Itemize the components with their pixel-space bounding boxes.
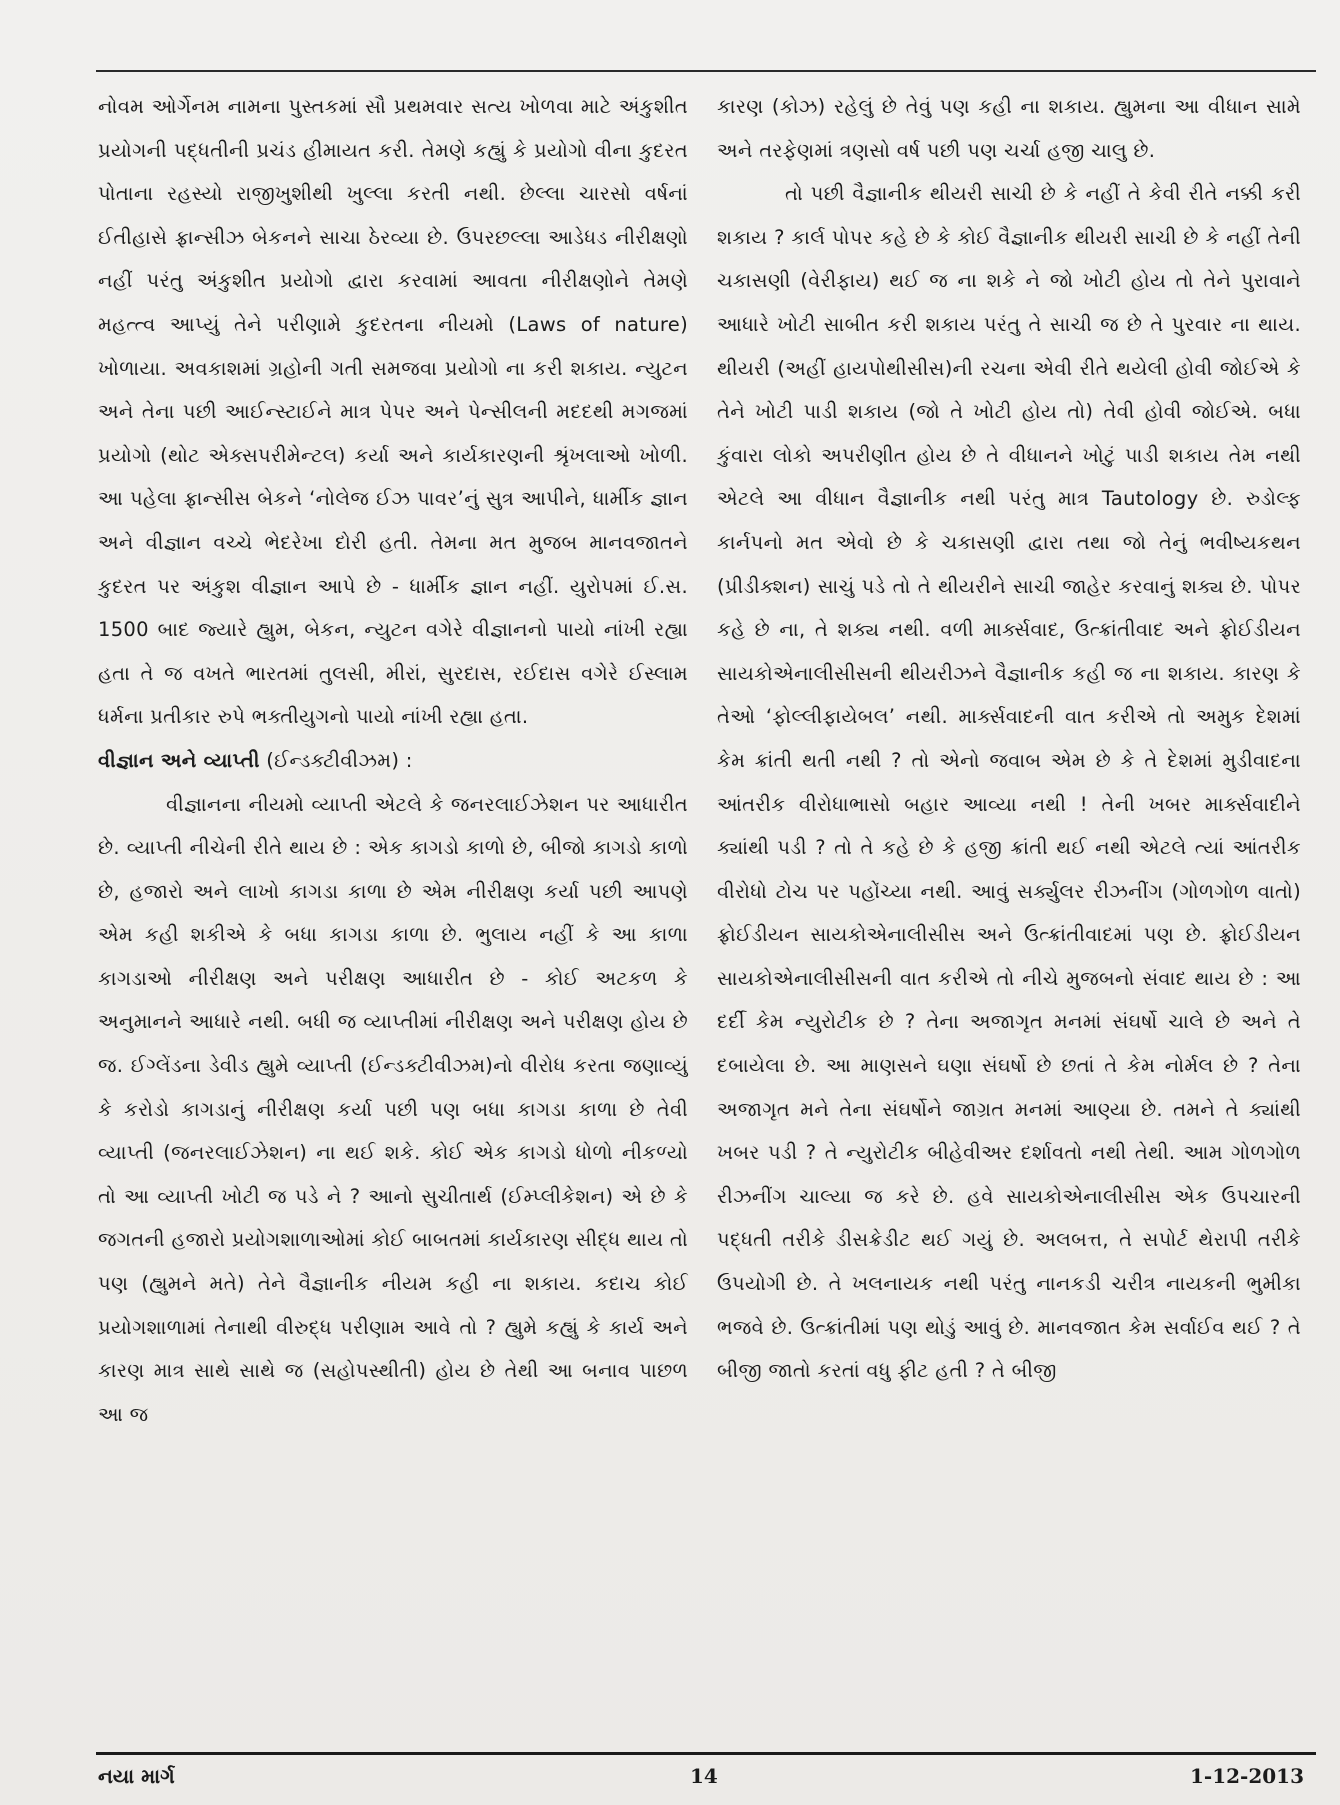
section-heading-bold: વીજ્ઞાન અને વ્યાપ્તી xyxy=(98,748,260,772)
left-column xyxy=(98,85,688,1436)
page-number: 14 xyxy=(690,1764,718,1788)
publication-name: નયા માર્ગ xyxy=(98,1764,175,1788)
footer-rule xyxy=(96,1752,1316,1755)
issue-date: 1-12-2013 xyxy=(1189,1764,1304,1788)
left-paragraph-1: નોવમ ઓર્ગેનમ નામના પુસ્તકમાં સૌ પ્રથમવાર સત્ય ખોળવા માટે અંકુશીત પ્રયોગની પદ્ધતીની પ્રચંડ હીમાયત કરી. તેમણે કહ્યું કે પ્રયોગો વીના કુદરત પોતાના રહસ્યો રાજીખુશીથી ખુલ્લા કરતી નથી. છેલ્લા ચારસો વર્ષનાં ઈતીહાસે ફ્રાન્સીઝ બેકનને સાચા ઠેરવ્યા છે. ઉપરછલ્લા આડેધડ નીરીક્ષણો નહીં પરંતુ અંકુશીત પ્રયોગો દ્વારા કરવામાં આવતા નીરીક્ષણોને તેમણે મહત્ત્વ આપ્યું તેને પરીણામે કુદરતના નીયમો (Laws of nature) ખોળાયા. અવકાશમાં ગ્રહોની ગતી સમજવા પ્રયોગો ના કરી શકાય. ન્યુટન અને તેના પછી આઈન્સ્ટાઈને માત્ર પેપર અને પેન્સીલની મદદથી મગજમાં પ્રયોગો (થોટ એક્સપરીમેન્ટલ) કર્યા અને કાર્યકારણની શ્રૃંખલાઓ ખોળી. આ પહેલા ફ્રાન્સીસ બેકને ‘નોલેજ ઈઝ પાવર’નું સુત્ર આપીને, ધાર્મીક જ્ઞાન અને વીજ્ઞાન વચ્ચે ભેદરેખા દોરી હતી. તેમના મત મુજબ માનવજાતને કુદરત પર અંકુશ વીજ્ઞાન આપે છે - ધાર્મીક જ્ઞાન નહીં. યુરોપમાં ઈ.સ. 1500 બાદ જ્યારે હ્યુમ, બેકન, ન્યુટન વગેરે વીજ્ઞાનનો પાયો નાંખી રહ્યા હતા તે જ વખતે ભારતમાં તુલસી, મીરાં, સુરદાસ, રઈદાસ વગેરે ઈસ્લામ ધર્મના પ્રતીકાર રુપે ભક્તીયુગનો પાયો નાંખી રહ્યા હતા. xyxy=(98,95,688,729)
section-heading-rest: (ઈન્ડક્ટીવીઝમ) : xyxy=(259,748,413,772)
right-column xyxy=(717,85,1301,1393)
section-heading xyxy=(98,739,688,783)
right-paragraph-1: કારણ (કોઝ) રહેલું છે તેવું પણ કહી ના શકાય. હ્યુમના આ વીધાન સામે અને તરફેણમાં ત્રણસો વર્ષ પછી પણ ચર્ચા હજી ચાલુ છે. xyxy=(717,95,1301,162)
top-rule xyxy=(96,70,1316,72)
left-paragraph-2: વીજ્ઞાનના નીયમો વ્યાપ્તી એટલે કે જનરલાઈઝેશન પર આધારીત છે. વ્યાપ્તી નીચેની રીતે થાય છે : એક કાગડો કાળો છે, બીજો કાગડો કાળો છે, હજારો અને લાખો કાગડા કાળા છે એમ નીરીક્ષણ કર્યા પછી આપણે એમ કહી શકીએ કે બધા કાગડા કાળા છે. ભુલાય નહીં કે આ કાળા કાગડાઓ નીરીક્ષણ અને પરીક્ષણ આધારીત છે - કોઈ અટકળ કે અનુમાનને આધારે નથી. બધી જ વ્યાપ્તીમાં નીરીક્ષણ અને પરીક્ષણ હોય છે જ. ઈગ્લેંડના ડેવીડ હ્યુમે વ્યાપ્તી (ઈન્ડક્ટીવીઝમ)નો વીરોધ કરતા જણાવ્યું કે કરોડો કાગડાનું નીરીક્ષણ કર્યા પછી પણ બધા કાગડા કાળા છે તેવી વ્યાપ્તી (જનરલાઈઝેશન) ના થઈ શકે. કોઈ એક કાગડો ધોળો નીકળ્યો તો આ વ્યાપ્તી ખોટી જ પડે ને ? આનો સુચીતાર્થ (ઈમ્પ્લીકેશન) એ છે કે જગતની હજારો પ્રયોગશાળાઓમાં કોઈ બાબતમાં કાર્યકારણ સીદ્ધ થાય તો પણ (હ્યુમને મતે) તેને વૈજ્ઞાનીક નીયમ કહી ના શકાય. કદાચ કોઈ પ્રયોગશાળામાં તેનાથી વીરુદ્ધ પરીણામ આવે તો ? હ્યુમે કહ્યું કે કાર્ય અને કારણ માત્ર સાથે સાથે જ (સહોપસ્થીતી) હોય છે તેથી આ બનાવ પાછળ આ જ xyxy=(98,792,688,1426)
right-paragraph-2: તો પછી વૈજ્ઞાનીક થીયરી સાચી છે કે નહીં તે કેવી રીતે નક્કી કરી શકાય ? કાર્લ પોપર કહે છે કે કોઈ વૈજ્ઞાનીક થીયરી સાચી છે કે નહીં તેની ચકાસણી (વેરીફાય) થઈ જ ના શકે ને જો ખોટી હોય તો તેને પુરાવાને આધારે ખોટી સાબીત કરી શકાય પરંતુ તે સાચી જ છે તે પુરવાર ના થાય. થીયરી (અહીં હાયપોથીસીસ)ની રચના એવી રીતે થયેલી હોવી જોઈએ કે તેને ખોટી પાડી શકાય (જો તે ખોટી હોય તો) તેવી હોવી જોઈએ. બધા કુંવારા લોકો અપરીણીત હોય છે તે વીધાનને ખોટું પાડી શકાય તેમ નથી એટલે આ વીધાન વૈજ્ઞાનીક નથી પરંતુ માત્ર Tautology છે. રુડોલ્ફ કાર્નપનો મત એવો છે કે ચકાસણી દ્વારા તથા જો તેનું ભવીષ્યકથન (પ્રીડીક્શન) સાચું પડે તો તે થીયરીને સાચી જાહેર કરવાનું શક્ય છે. પોપર કહે છે ના, તે શક્ય નથી. વળી માર્ક્સવાદ, ઉત્ક્રાંતીવાદ અને ફ્રોઈડીયન સાયકોએનાલીસીસની થીયરીઝને વૈજ્ઞાનીક કહી જ ના શકાય. કારણ કે તેઓ ‘ફોલ્લીફાયેબલ’ નથી. માર્ક્સવાદની વાત કરીએ તો અમુક દેશમાં કેમ ક્રાંતી થતી નથી ? તો એનો જવાબ એમ છે કે તે દેશમાં મુડીવાદના આંતરીક વીરોધાભાસો બહાર આવ્યા નથી ! તેની ખબર માર્ક્સવાદીને ક્યાંથી પડી ? તો તે કહે છે કે હજી ક્રાંતી થઈ નથી એટલે ત્યાં આંતરીક વીરોધો ટોચ પર પહોંચ્યા નથી. આવું સર્ક્યુલર રીઝનીંગ (ગોળગોળ વાતો) ફ્રોઈડીયન સાયકોએનાલીસીસ અને ઉત્ક્રાંતીવાદમાં પણ છે. ફ્રોઈડીયન સાયકોએનાલીસીસની વાત કરીએ તો નીચે મુજબનો સંવાદ થાય છે : આ દર્દી કેમ ન્યુરોટીક છે ? તેના અજાગૃત મનમાં સંઘર્ષો ચાલે છે અને તે દબાયેલા છે. આ માણસને ઘણા સંઘર્ષો છે છતાં તે કેમ નોર્મલ છે ? તેના અજાગૃત મને તેના સંઘર્ષોને જાગ્રત મનમાં આણ્યા છે. તમને તે ક્યાંથી ખબર પડી ? તે ન્યુરોટીક બીહેવીઅર દર્શાવતો નથી તેથી. આમ ગોળગોળ રીઝનીંગ ચાલ્યા જ કરે છે. હવે સાયકોએનાલીસીસ એક ઉપચારની પદ્ધતી તરીકે ડીસક્રેડીટ થઈ ગયું છે. અલબત્ત, તે સપોર્ટ થેરાપી તરીકે ઉપયોગી છે. તે ખલનાયક નથી પરંતુ નાનકડી ચરીત્ર નાયકની ભુમીકા ભજવે છે. ઉત્ક્રાંતીમાં પણ થોડું આવું છે. માનવજાત કેમ સર્વાઈવ થઈ ? તે બીજી જાતો કરતાં વધુ ફીટ હતી ? તે બીજી xyxy=(717,182,1301,1383)
